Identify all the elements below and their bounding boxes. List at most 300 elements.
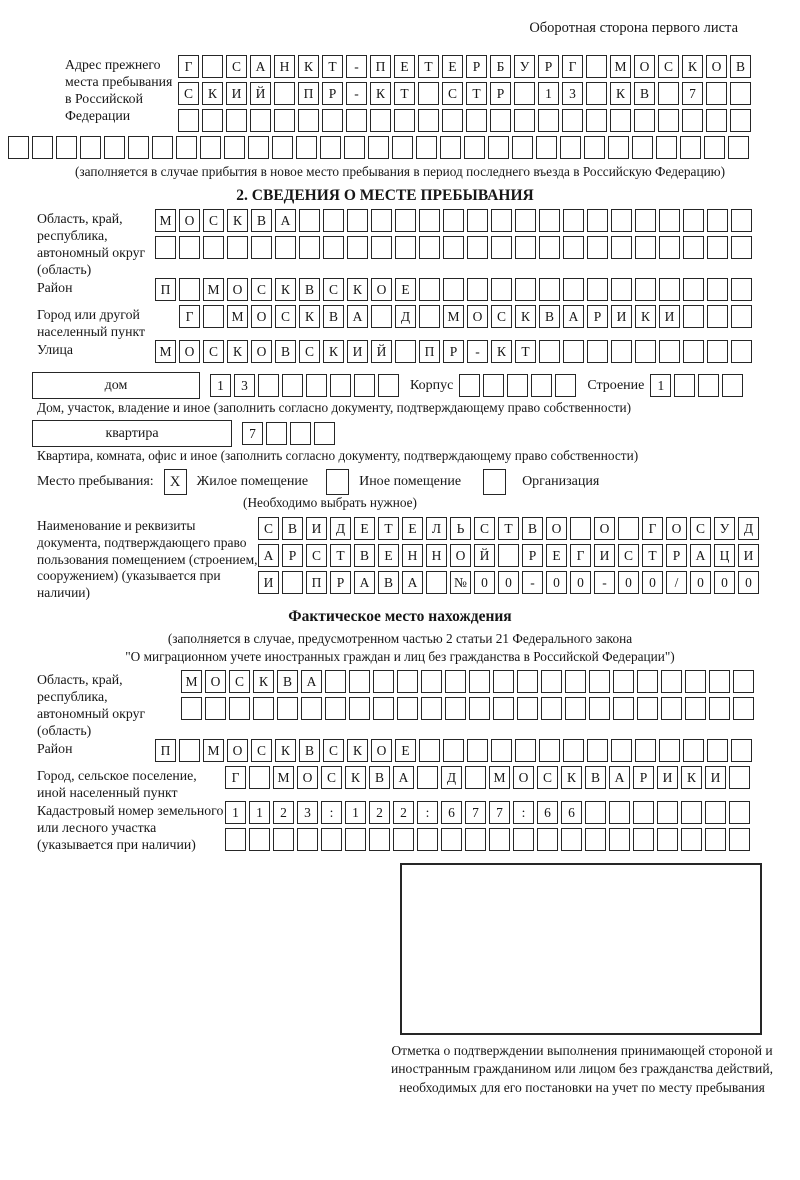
char-box: В [634,82,655,105]
char-box [397,697,418,720]
char-box: С [690,517,711,540]
cadastre-row-1 [225,801,753,824]
char-box [373,670,394,693]
char-box: Г [179,305,200,328]
char-box [467,236,488,259]
char-box: С [251,739,272,762]
char-box: К [347,739,368,762]
char-box [613,697,634,720]
fact-district-label: Район [37,740,73,756]
char-box [658,109,679,132]
char-box [539,340,560,363]
apartment-number-row [242,422,338,445]
char-box: В [323,305,344,328]
char-box [587,278,608,301]
char-box: К [561,766,582,789]
char-box: 0 [570,571,591,594]
char-box [731,739,752,762]
char-box: К [227,209,248,232]
char-box [321,828,342,851]
prev-address-row-2 [178,82,754,105]
stay-type-note: (Необходимо выбрать нужное) [243,495,417,510]
district-label: Район [37,280,73,295]
district-field [37,278,800,305]
option-other-label: Иное помещение [359,474,462,489]
char-box [731,278,752,301]
stroenie-row [650,374,746,397]
char-box [347,209,368,232]
char-box: С [251,278,272,301]
char-box [681,801,702,824]
char-box: Д [441,766,462,789]
char-box [465,766,486,789]
char-box: Р [466,55,487,78]
char-box: М [203,739,224,762]
char-box [443,236,464,259]
char-box [680,136,701,159]
char-box [704,136,725,159]
char-box [563,236,584,259]
char-box [685,670,706,693]
char-box: 6 [441,801,462,824]
char-box [637,670,658,693]
char-box: Г [225,766,246,789]
char-box: Т [378,517,399,540]
char-box [322,109,343,132]
char-box: Г [570,544,591,567]
char-box [733,697,754,720]
char-box [609,801,630,824]
char-box [443,278,464,301]
char-box [589,697,610,720]
char-box: 7 [242,422,263,445]
char-box: 0 [618,571,639,594]
char-box [515,739,536,762]
char-box: Е [394,55,415,78]
char-box [517,670,538,693]
char-box [128,136,149,159]
char-box: 3 [234,374,255,397]
char-box: В [275,340,296,363]
char-box: С [491,305,512,328]
char-box [397,670,418,693]
char-box [202,55,223,78]
fact-district-field [37,739,800,766]
house-caption: Дом, участок, владение и иное (заполнить согласно документу, подтверждающему право собственности) [37,400,632,415]
char-box: Й [250,82,271,105]
fact-city-label: Город, сельское поселение, иной населенный пункт [37,767,197,800]
region-row-2 [155,236,755,259]
char-box: В [299,739,320,762]
char-box [442,109,463,132]
char-box [8,136,29,159]
char-box [491,236,512,259]
char-box: В [522,517,543,540]
char-box [560,136,581,159]
char-box [570,517,591,540]
char-box [297,828,318,851]
char-box [587,236,608,259]
char-box: С [306,544,327,567]
fact-region-row-1 [181,670,757,693]
cadastre-row-2 [225,828,753,851]
char-box [56,136,77,159]
char-box: П [155,739,176,762]
char-box: О [297,766,318,789]
char-box: 1 [650,374,671,397]
char-box: В [539,305,560,328]
char-box: И [226,82,247,105]
fact-city-field [37,766,800,801]
char-box: О [546,517,567,540]
char-box: О [666,517,687,540]
char-box [635,278,656,301]
char-box [349,670,370,693]
char-box: О [227,739,248,762]
char-box: А [301,670,322,693]
char-box: С [474,517,495,540]
char-box [536,136,557,159]
char-box [354,374,375,397]
char-box [683,739,704,762]
char-box: К [275,278,296,301]
char-box: Н [402,544,423,567]
char-box [325,670,346,693]
char-box [469,670,490,693]
char-box [443,739,464,762]
char-box [253,697,274,720]
char-box: С [442,82,463,105]
char-box [306,374,327,397]
char-box: 0 [498,571,519,594]
prev-address-rows [178,55,754,136]
char-box: В [585,766,606,789]
char-box: М [443,305,464,328]
char-box [633,828,654,851]
char-box: С [203,209,224,232]
char-box: К [298,55,319,78]
char-box [637,697,658,720]
char-box [418,82,439,105]
char-box [251,236,272,259]
stay-type-field [37,469,800,495]
char-box [683,278,704,301]
char-box: К [635,305,656,328]
char-box [584,136,605,159]
stroenie-label: Строение [587,377,645,393]
char-box: Р [322,82,343,105]
char-box [659,340,680,363]
char-box [488,136,509,159]
char-box: С [618,544,639,567]
char-box: А [347,305,368,328]
actual-location-caption-1: (заполняется в случае, предусмотренном частью 2 статьи 21 Федерального закона [167,630,633,646]
char-box: И [594,544,615,567]
char-box [275,236,296,259]
char-box [515,209,536,232]
char-box [277,697,298,720]
char-box: 2 [393,801,414,824]
char-box [378,374,399,397]
checkbox-residential: X [164,469,187,495]
house-field [32,372,800,399]
char-box [266,422,287,445]
char-box: 1 [210,374,231,397]
char-box [249,766,270,789]
char-box [707,305,728,328]
char-box: У [714,517,735,540]
char-box [539,739,560,762]
char-box: К [323,340,344,363]
char-box: И [347,340,368,363]
char-box: О [371,739,392,762]
char-box [517,697,538,720]
char-box [555,374,576,397]
char-box [586,109,607,132]
char-box [323,209,344,232]
char-box: Т [330,544,351,567]
char-box [728,136,749,159]
char-box [539,278,560,301]
char-box: - [467,340,488,363]
char-box: С [537,766,558,789]
char-box: С [299,340,320,363]
char-box [179,236,200,259]
char-box: Т [394,82,415,105]
char-box [587,739,608,762]
char-box [707,278,728,301]
char-box [370,109,391,132]
char-box: : [417,801,438,824]
char-box: Д [330,517,351,540]
char-box [248,136,269,159]
char-box: К [681,766,702,789]
char-box [320,136,341,159]
char-box: 6 [561,801,582,824]
char-box [561,828,582,851]
char-box [515,236,536,259]
char-box [419,739,440,762]
char-box [733,670,754,693]
char-box [491,209,512,232]
char-box: 1 [345,801,366,824]
char-box [258,374,279,397]
char-box: И [657,766,678,789]
char-box: Г [178,55,199,78]
char-box [181,697,202,720]
char-box: П [306,571,327,594]
char-box [707,340,728,363]
char-box: 0 [714,571,735,594]
char-box [658,82,679,105]
char-box: К [491,340,512,363]
char-box [611,278,632,301]
char-box: Ь [450,517,471,540]
char-box: О [706,55,727,78]
document-label: Наименование и реквизиты документа, подтверждающего право пользования помещением (строением, сооружением) (указывается при наличии) [37,518,258,601]
char-box: К [682,55,703,78]
char-box [203,305,224,328]
char-box [491,739,512,762]
char-box [731,340,752,363]
char-box [371,209,392,232]
house-box-label: дом [32,372,200,399]
char-box [179,739,200,762]
document-row-2 [258,544,762,567]
char-box [419,236,440,259]
char-box: / [666,571,687,594]
char-box [152,136,173,159]
char-box [490,109,511,132]
char-box: К [275,739,296,762]
char-box: - [594,571,615,594]
apartment-caption: Квартира, комната, офис и иное (заполнить согласно документу, подтверждающему право собственности) [37,448,639,463]
char-box [441,828,462,851]
char-box [347,236,368,259]
cadastre-label: Кадастровый номер земельного или лесного участка (указывается при наличии) [37,802,224,852]
char-box [464,136,485,159]
prev-address-label: Адрес прежнего места пребывания в Российской Федерации [65,57,173,123]
char-box: С [323,739,344,762]
char-box [493,697,514,720]
char-box [539,209,560,232]
char-box [440,136,461,159]
char-box [227,236,248,259]
char-box: 0 [474,571,495,594]
char-box [586,82,607,105]
char-box: 1 [225,801,246,824]
char-box [541,697,562,720]
char-box: В [730,55,751,78]
char-box [611,739,632,762]
char-box [225,828,246,851]
house-number-row [210,374,402,397]
char-box: Н [426,544,447,567]
region-label: Область, край, республика, автономный округ (область) [37,211,146,277]
char-box [299,209,320,232]
city-field [37,305,800,340]
char-box [707,209,728,232]
char-box [707,739,728,762]
char-box [469,697,490,720]
char-box: А [690,544,711,567]
char-box [493,670,514,693]
char-box [249,828,270,851]
char-box: 7 [682,82,703,105]
char-box [657,801,678,824]
char-box: М [155,209,176,232]
char-box: Е [442,55,463,78]
char-box: К [202,82,223,105]
prev-address-overflow-row [8,136,800,159]
char-box [325,697,346,720]
checkbox-organization [483,469,506,495]
char-box [296,136,317,159]
char-box [632,136,653,159]
char-box: : [513,801,534,824]
char-box: М [227,305,248,328]
region-field [37,209,800,278]
char-box [611,209,632,232]
char-box [709,670,730,693]
char-box [373,697,394,720]
char-box: 0 [642,571,663,594]
char-box: С [178,82,199,105]
char-box: С [658,55,679,78]
char-box: К [610,82,631,105]
char-box: М [203,278,224,301]
char-box [229,697,250,720]
char-box: 0 [690,571,711,594]
char-box [538,109,559,132]
char-box [661,697,682,720]
char-box [349,697,370,720]
char-box [272,136,293,159]
document-row-3 [258,571,762,594]
stamp-caption: Отметка о подтверждении выполнения принимающей стороной и иностранным гражданином или лицом без гражданства действий, необходимых для его постановки на учет по месту пребывания [391,1042,773,1095]
char-box [203,236,224,259]
char-box [443,209,464,232]
char-box [729,801,750,824]
char-box: Т [515,340,536,363]
char-box: И [306,517,327,540]
char-box [491,278,512,301]
korpus-label: Корпус [410,377,454,393]
char-box: К [515,305,536,328]
char-box: : [321,801,342,824]
fact-city-row [225,766,753,789]
char-box: 1 [538,82,559,105]
char-box: Т [466,82,487,105]
char-box [537,828,558,851]
char-box: Д [738,517,759,540]
char-box: Т [642,544,663,567]
char-box [659,278,680,301]
char-box: О [205,670,226,693]
char-box [565,670,586,693]
char-box: Е [402,517,423,540]
fact-region-label: Область, край, республика, автономный округ (область) [37,671,146,738]
char-box [498,544,519,567]
char-box: Р [282,544,303,567]
char-box [698,374,719,397]
char-box: 7 [465,801,486,824]
char-box [274,109,295,132]
char-box: Е [395,278,416,301]
char-box [611,340,632,363]
char-box: П [155,278,176,301]
char-box [512,136,533,159]
char-box [507,374,528,397]
street-field [37,340,800,367]
char-box: В [277,670,298,693]
char-box [445,670,466,693]
apartment-box-label: квартира [32,420,232,447]
char-box [419,278,440,301]
char-box [685,697,706,720]
char-box: К [227,340,248,363]
char-box [250,109,271,132]
char-box [299,236,320,259]
stamp-box [400,863,762,1035]
char-box [587,340,608,363]
char-box [282,571,303,594]
char-box [426,571,447,594]
char-box [515,278,536,301]
char-box: С [275,305,296,328]
char-box [418,109,439,132]
char-box: О [467,305,488,328]
